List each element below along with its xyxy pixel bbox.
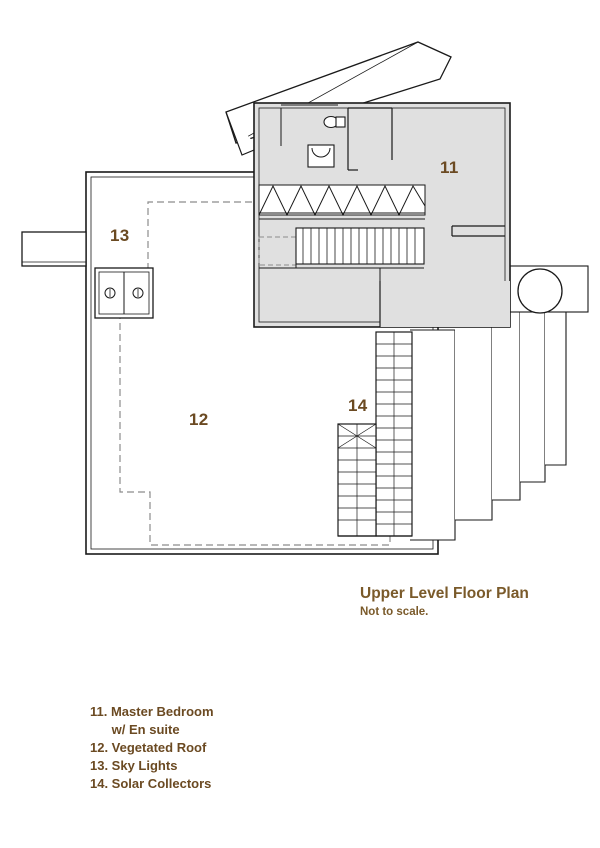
callout-14: 14 <box>348 396 368 415</box>
drawing-subtitle: Not to scale. <box>360 606 429 619</box>
clerestory-zigzag <box>259 185 425 219</box>
drawing-title: Upper Level Floor Plan <box>360 585 529 602</box>
legend-item: 11. Master Bedroom <box>90 704 214 719</box>
sky-lights <box>95 268 153 318</box>
drawing-caption <box>360 584 590 618</box>
legend-item: 13. Sky Lights <box>90 757 178 773</box>
legend-item: w/ En suite <box>90 721 180 737</box>
callout-12: 12 <box>189 410 209 429</box>
left-wing-projection <box>22 232 86 266</box>
legend-item: 14. Solar Collectors <box>90 775 212 791</box>
callout-11: 11 <box>440 158 459 177</box>
callout-13: 13 <box>110 226 130 245</box>
legend <box>90 703 390 793</box>
legend-item: 12. Vegetated Roof <box>90 739 207 755</box>
